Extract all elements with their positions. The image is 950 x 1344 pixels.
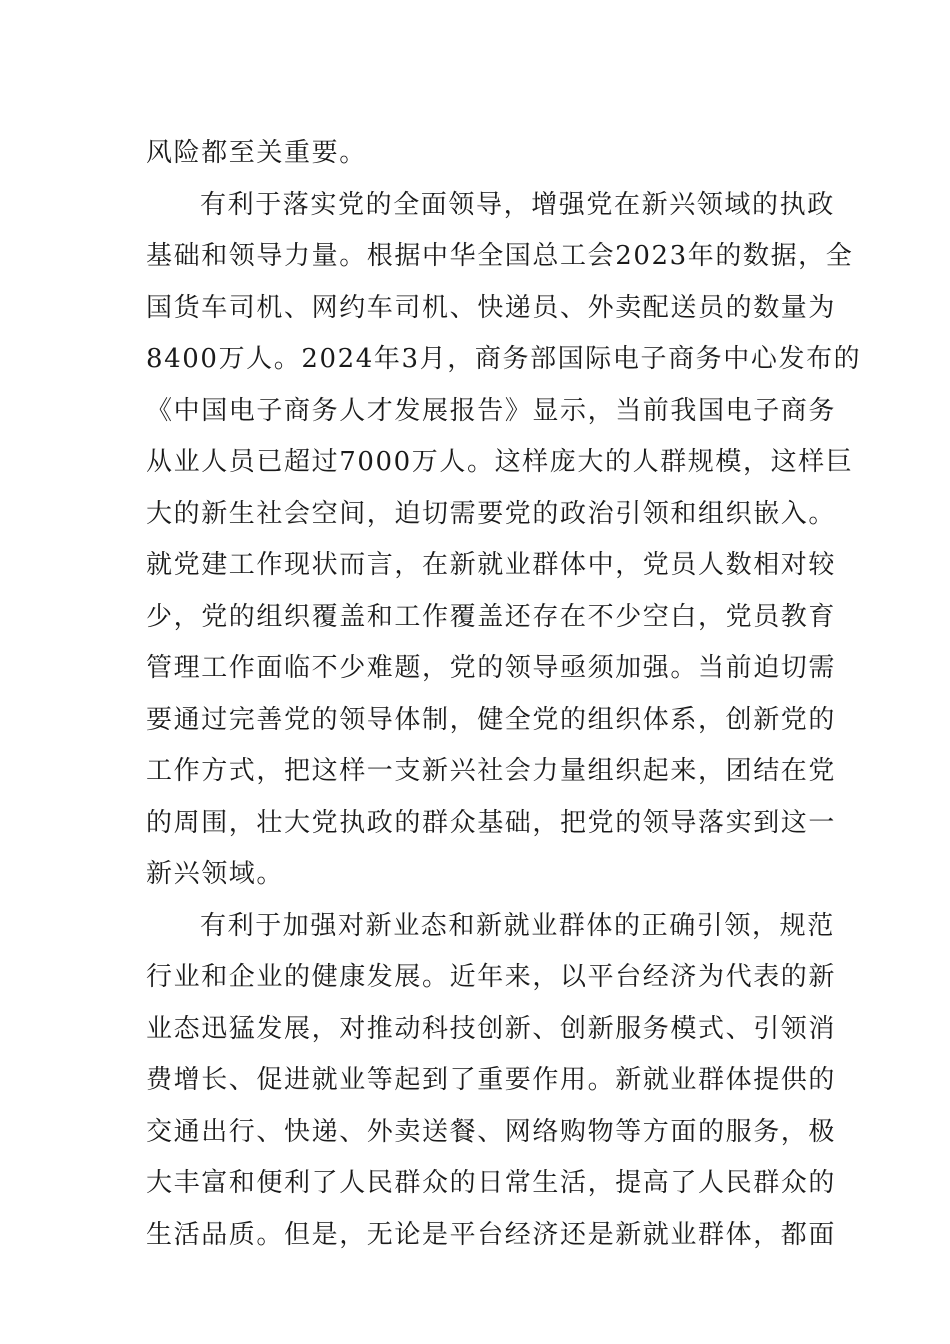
text-line: 就党建工作现状而言，在新就业群体中，党员人数相对较 [146,550,837,580]
text-line: 有利于落实党的全面领导，增强党在新兴领域的执政 [200,189,835,220]
text-line: 工作方式，把这样一支新兴社会力量组织起来，团结在党 [146,756,837,786]
body-text [146,128,862,1261]
text-line: 行业和企业的健康发展。近年来，以平台经济为代表的新 [146,962,837,992]
text-line: 管理工作面临不少难题，党的领导亟须加强。当前迫切需 [146,653,837,683]
text-line: 从业人员已超过7000万人。这样庞大的人群规模，这样巨 [146,447,854,477]
text-line: 交通出行、快递、外卖送餐、网络购物等方面的服务，极 [146,1116,837,1147]
text-line: 费增长、促进就业等起到了重要作用。新就业群体提供的 [146,1065,837,1095]
text-line: 《中国电子商务人才发展报告》显示，当前我国电子商务 [146,395,837,426]
text-line: 8400万人。2024年3月，商务部国际电子商务中心发布的 [146,344,862,374]
text-line: 生活品质。但是，无论是平台经济还是新就业群体，都面 [146,1219,837,1250]
text-line: 的周围，壮大党执政的群众基础，把党的领导落实到这一 [146,807,837,838]
text-line: 基础和领导力量。根据中华全国总工会2023年的数据，全 [146,241,854,271]
text-line: 业态迅猛发展，对推动科技创新、创新服务模式、引领消 [146,1013,837,1044]
text-line: 新兴领域。 [146,859,285,889]
text-line: 有利于加强对新业态和新就业群体的正确引领，规范 [200,910,835,941]
text-line: 少，党的组织覆盖和工作覆盖还存在不少空白，党员教育 [146,601,837,632]
text-line: 大丰富和便利了人民群众的日常生活，提高了人民群众的 [146,1168,837,1198]
text-line: 要通过完善党的领导体制，健全党的组织体系，创新党的 [146,704,837,735]
text-line: 风险都至关重要。 [146,138,367,168]
text-line: 国货车司机、网约车司机、快递员、外卖配送员的数量为 [146,292,837,323]
text-line: 大的新生社会空间，迫切需要党的政治引领和组织嵌入。 [146,498,837,529]
